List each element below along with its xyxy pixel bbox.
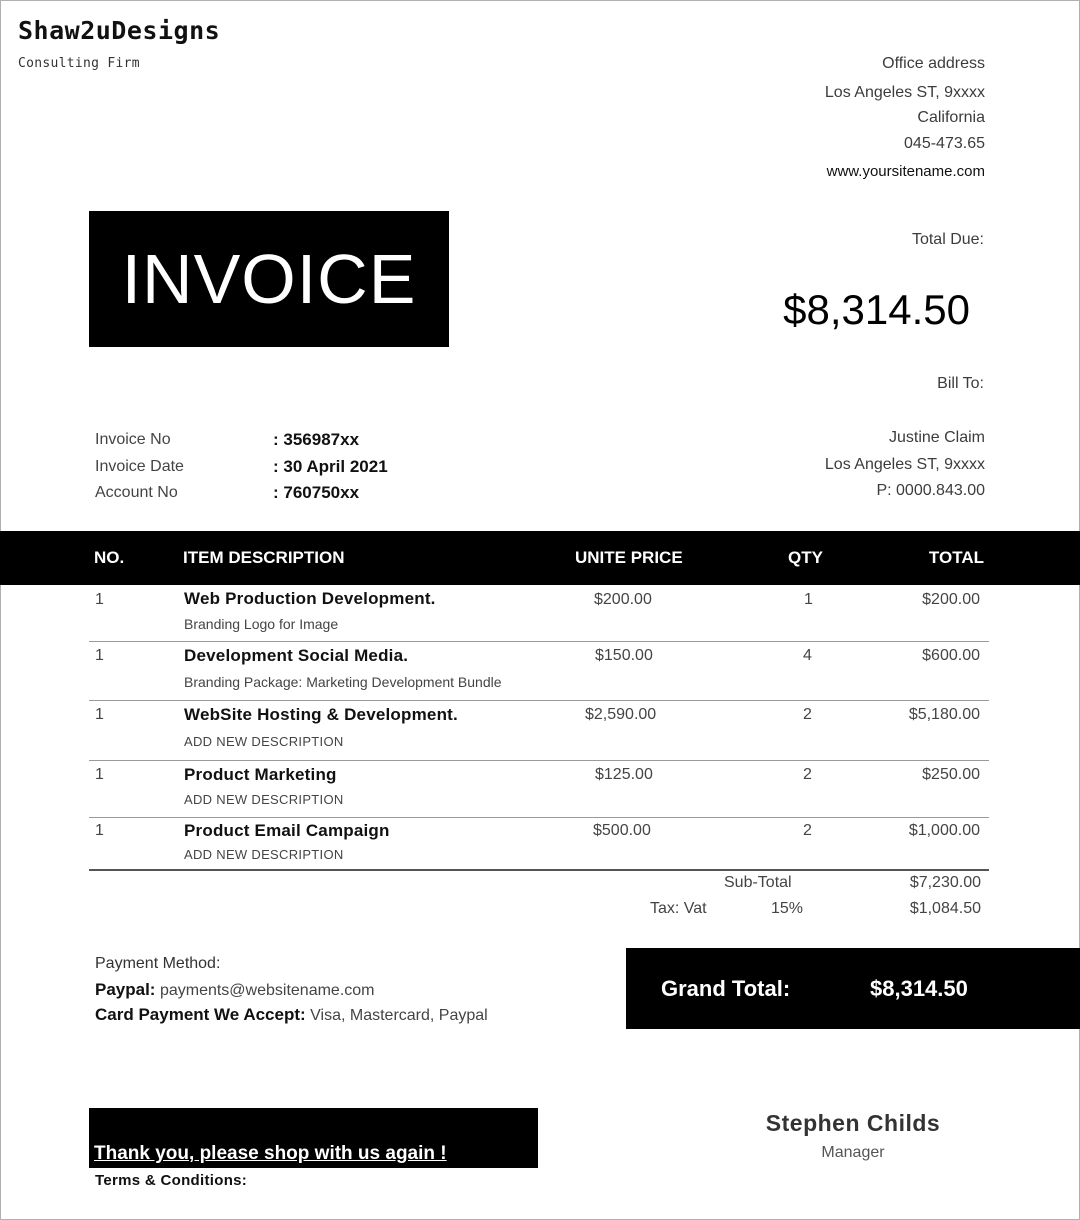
- row-qty: 2: [803, 766, 812, 783]
- header-unit-price: UNITE PRICE: [575, 548, 683, 567]
- row-item-desc: ADD NEW DESCRIPTION: [184, 847, 344, 862]
- signer-name: Stephen Childs: [765, 1110, 941, 1136]
- row-total: $1,000.00: [908, 822, 980, 839]
- row-item-name: Development Social Media.: [184, 646, 409, 665]
- row-no: 1: [95, 822, 104, 839]
- row-qty: 4: [803, 647, 812, 664]
- signer-role: Manager: [821, 1144, 885, 1161]
- subtotal-label: Sub-Total: [724, 874, 792, 891]
- bill-to-street: Los Angeles ST, 9xxxx: [824, 456, 985, 473]
- office-phone: 045-473.65: [904, 135, 985, 152]
- invoice-title: INVOICE: [121, 240, 417, 318]
- row-item-name: Product Email Campaign: [184, 821, 390, 840]
- card-payment-value: Visa, Mastercard, Paypal: [310, 1007, 488, 1024]
- row-unit-price: $150.00: [595, 647, 653, 664]
- office-address-label: Office address: [882, 55, 985, 72]
- header-description: ITEM DESCRIPTION: [183, 548, 345, 567]
- account-no-label: Account No: [95, 484, 178, 501]
- row-item-name: WebSite Hosting & Development.: [184, 705, 458, 724]
- table-bottom-rule: [89, 869, 989, 871]
- paypal-label: Paypal:: [95, 980, 156, 999]
- row-total: $5,180.00: [908, 706, 980, 723]
- grand-total-value: $8,314.50: [870, 976, 968, 1001]
- subtotal-value: $7,230.00: [909, 874, 981, 891]
- company-name: Shaw2uDesigns: [18, 16, 221, 45]
- terms-label: Terms & Conditions:: [95, 1172, 248, 1189]
- table-row: [89, 700, 989, 761]
- table-row: [89, 817, 989, 869]
- paypal-email[interactable]: payments@websitename.com: [159, 982, 375, 999]
- invoice-no-value: : 356987xx: [273, 430, 360, 449]
- row-total: $600.00: [922, 647, 980, 664]
- office-state: California: [917, 109, 985, 126]
- row-total: $200.00: [922, 591, 980, 608]
- row-item-desc: Branding Package: Marketing Development Bundle: [184, 674, 502, 690]
- card-payment-line: [95, 1005, 488, 1025]
- invoice-date-label: Invoice Date: [95, 458, 184, 475]
- office-website-link[interactable]: www.yoursitename.com: [826, 163, 985, 180]
- thank-you-link[interactable]: Thank you, please shop with us again !: [94, 1143, 447, 1164]
- invoice-date-value: : 30 April 2021: [273, 457, 388, 476]
- row-no: 1: [95, 647, 104, 664]
- header-qty: QTY: [788, 548, 823, 567]
- row-item-name: Product Marketing: [184, 765, 337, 784]
- total-due-label: Total Due:: [911, 231, 984, 248]
- header-total: TOTAL: [928, 548, 984, 567]
- payment-method-label: Payment Method:: [95, 955, 221, 972]
- card-payment-label: Card Payment We Accept:: [95, 1005, 306, 1024]
- row-no: 1: [95, 591, 104, 608]
- tax-value: $1,084.50: [909, 900, 981, 917]
- tax-rate: 15%: [771, 900, 804, 917]
- row-unit-price: $125.00: [595, 766, 653, 783]
- grand-total-box: [626, 948, 1080, 1029]
- invoice-no-label: Invoice No: [95, 431, 171, 448]
- row-no: 1: [95, 766, 104, 783]
- row-unit-price: $2,590.00: [585, 706, 657, 723]
- thank-you-box: [89, 1108, 538, 1168]
- row-no: 1: [95, 706, 104, 723]
- row-qty: 2: [803, 706, 812, 723]
- row-unit-price: $500.00: [593, 822, 651, 839]
- row-item-name: Web Production Development.: [184, 589, 436, 608]
- total-due-amount: $8,314.50: [783, 286, 970, 333]
- paypal-line: [95, 980, 375, 1000]
- grand-total-label: Grand Total:: [661, 976, 791, 1001]
- account-no-value: : 760750xx: [273, 483, 360, 502]
- header-no: NO.: [94, 548, 125, 567]
- office-street: Los Angeles ST, 9xxxx: [824, 84, 985, 101]
- row-qty: 1: [804, 591, 813, 608]
- row-item-desc: ADD NEW DESCRIPTION: [184, 792, 344, 807]
- table-header: [0, 531, 1080, 585]
- tax-label: Tax: Vat: [650, 900, 707, 917]
- company-tagline: Consulting Firm: [18, 56, 140, 71]
- table-row: [89, 585, 989, 642]
- bill-to-phone: P: 0000.843.00: [876, 482, 985, 499]
- row-item-desc: Branding Logo for Image: [184, 616, 339, 632]
- row-unit-price: $200.00: [594, 591, 652, 608]
- table-row: [89, 760, 989, 818]
- table-row: [89, 641, 989, 701]
- row-qty: 2: [803, 822, 812, 839]
- row-item-desc: ADD NEW DESCRIPTION: [184, 734, 344, 749]
- bill-to-name: Justine Claim: [888, 429, 985, 446]
- bill-to-label: Bill To:: [937, 375, 984, 392]
- invoice-title-box: [89, 211, 449, 347]
- row-total: $250.00: [922, 766, 980, 783]
